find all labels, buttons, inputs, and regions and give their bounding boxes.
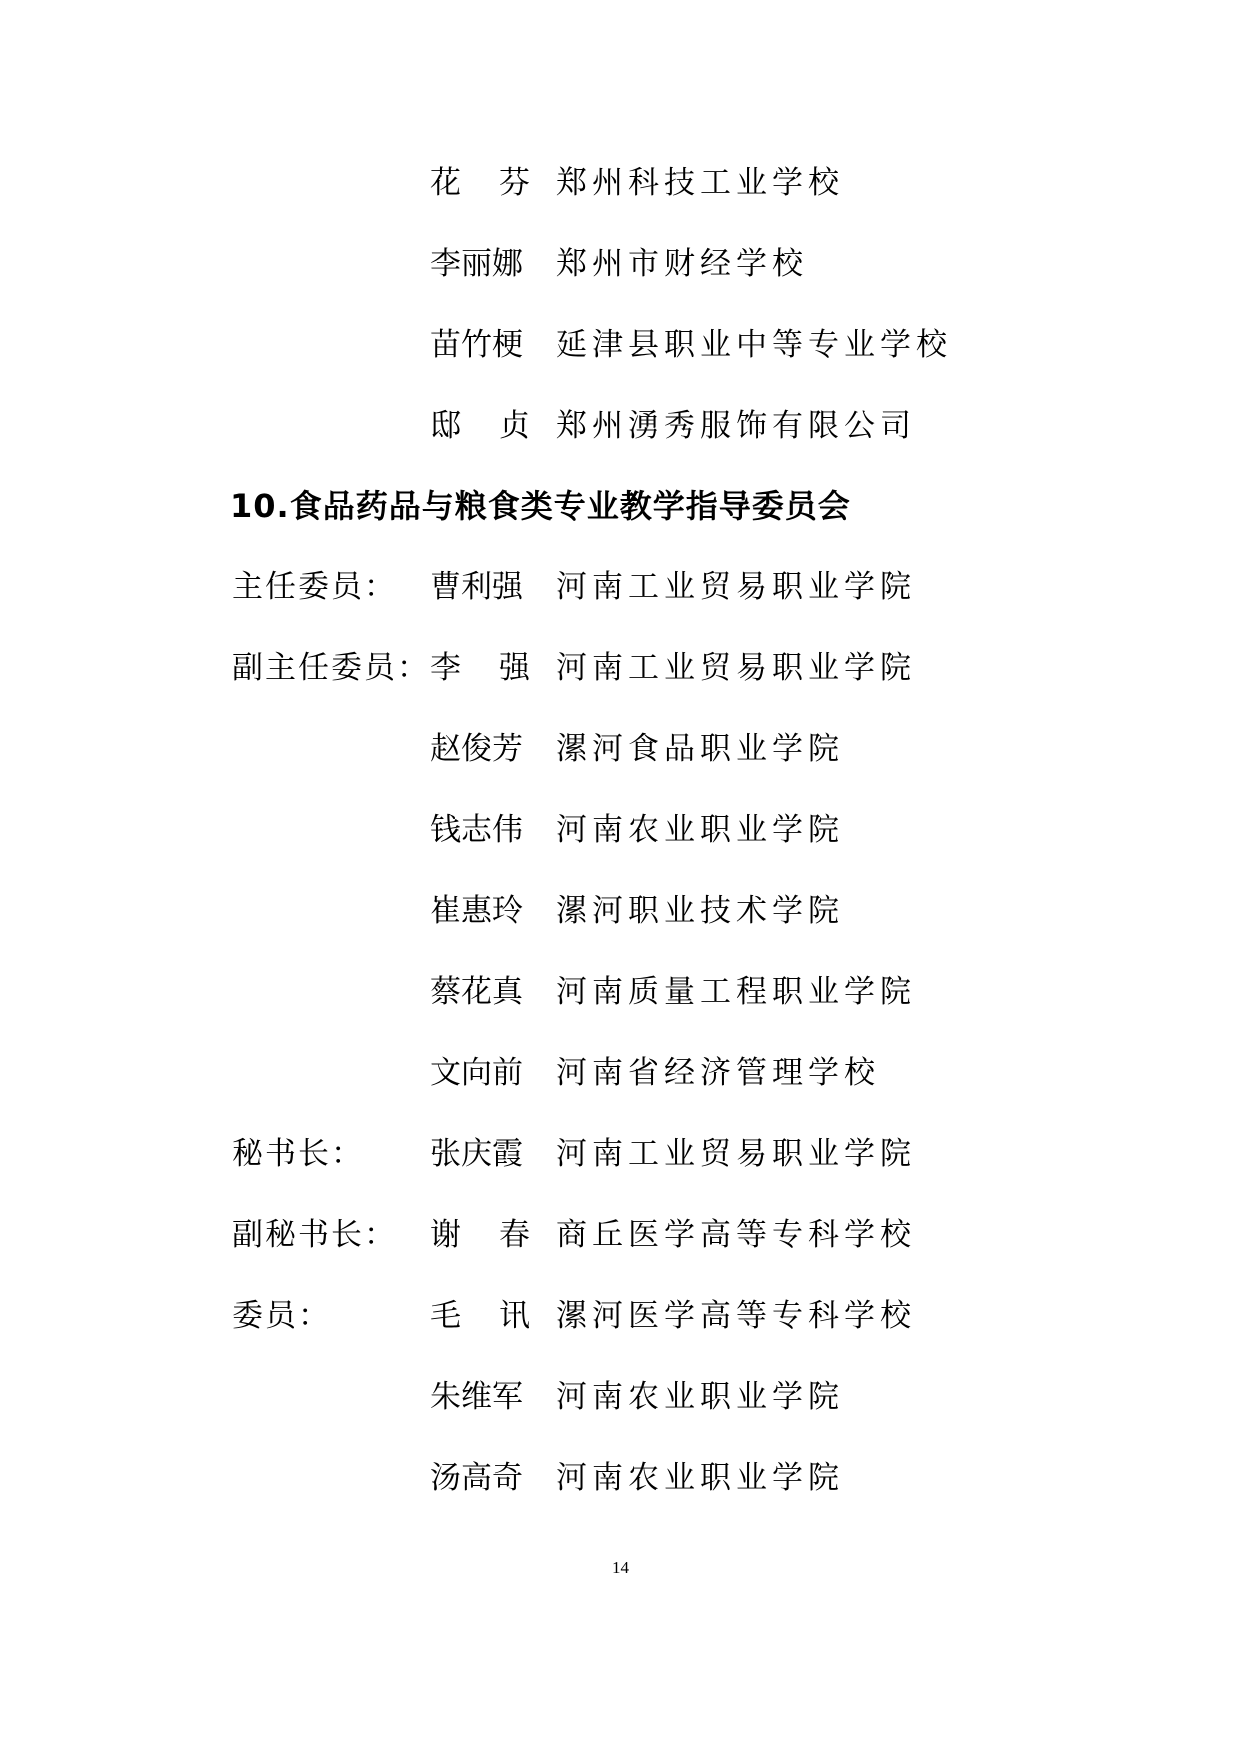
member-role: 副秘书长： — [232, 1217, 397, 1253]
member-row — [0, 1453, 1241, 1503]
member-organization: 河南工业贸易职业学院 — [556, 1136, 916, 1172]
member-organization: 河南工业贸易职业学院 — [556, 569, 916, 605]
member-organization: 河南质量工程职业学院 — [556, 974, 916, 1010]
member-role: 委员： — [232, 1298, 331, 1334]
member-row — [0, 158, 1241, 208]
member-name: 文向前 — [430, 1055, 523, 1091]
member-role: 主任委员： — [232, 569, 397, 605]
member-row — [0, 886, 1241, 936]
member-organization: 商丘医学高等专科学校 — [556, 1217, 916, 1253]
member-row — [0, 1291, 1241, 1341]
member-name: 张庆霞 — [430, 1136, 523, 1172]
member-name: 李 强 — [430, 650, 530, 686]
member-name: 钱志伟 — [430, 812, 523, 848]
member-row — [0, 320, 1241, 370]
member-organization: 河南省经济管理学校 — [556, 1055, 880, 1091]
member-organization: 河南农业职业学院 — [556, 812, 844, 848]
member-organization: 郑州湧秀服饰有限公司 — [556, 408, 916, 444]
member-row — [0, 643, 1241, 693]
member-name: 苗竹梗 — [430, 327, 523, 363]
member-name: 崔惠玲 — [430, 893, 523, 929]
member-row — [0, 401, 1241, 451]
member-row — [0, 805, 1241, 855]
member-name: 谢 春 — [430, 1217, 530, 1253]
member-name: 曹利强 — [430, 569, 523, 605]
member-name: 李丽娜 — [430, 246, 523, 282]
member-row — [0, 1048, 1241, 1098]
member-organization: 漯河医学高等专科学校 — [556, 1298, 916, 1334]
member-organization: 郑州科技工业学校 — [556, 165, 844, 201]
member-role: 副主任委员： — [232, 650, 430, 686]
member-name: 花 芬 — [430, 165, 530, 201]
member-name: 蔡花真 — [430, 974, 523, 1010]
member-row — [0, 562, 1241, 612]
member-organization: 延津县职业中等专业学校 — [556, 327, 952, 363]
member-name: 汤高奇 — [430, 1460, 523, 1496]
member-organization: 河南农业职业学院 — [556, 1379, 844, 1415]
member-organization: 河南农业职业学院 — [556, 1460, 844, 1496]
member-organization: 漯河职业技术学院 — [556, 893, 844, 929]
member-role: 秘书长： — [232, 1136, 364, 1172]
member-row — [0, 239, 1241, 289]
member-name: 邸 贞 — [430, 408, 530, 444]
member-organization: 郑州市财经学校 — [556, 246, 808, 282]
section-heading: 10.食品药品与粮食类专业教学指导委员会 — [230, 487, 851, 525]
member-row — [0, 1210, 1241, 1260]
member-organization: 河南工业贸易职业学院 — [556, 650, 916, 686]
member-name: 赵俊芳 — [430, 731, 523, 767]
member-name: 毛 讯 — [430, 1298, 530, 1334]
member-name: 朱维军 — [430, 1379, 523, 1415]
member-row — [0, 967, 1241, 1017]
member-organization: 漯河食品职业学院 — [556, 731, 844, 767]
member-row — [0, 724, 1241, 774]
member-row — [0, 1129, 1241, 1179]
page-number: 14 — [612, 1558, 629, 1577]
member-row — [0, 1372, 1241, 1422]
